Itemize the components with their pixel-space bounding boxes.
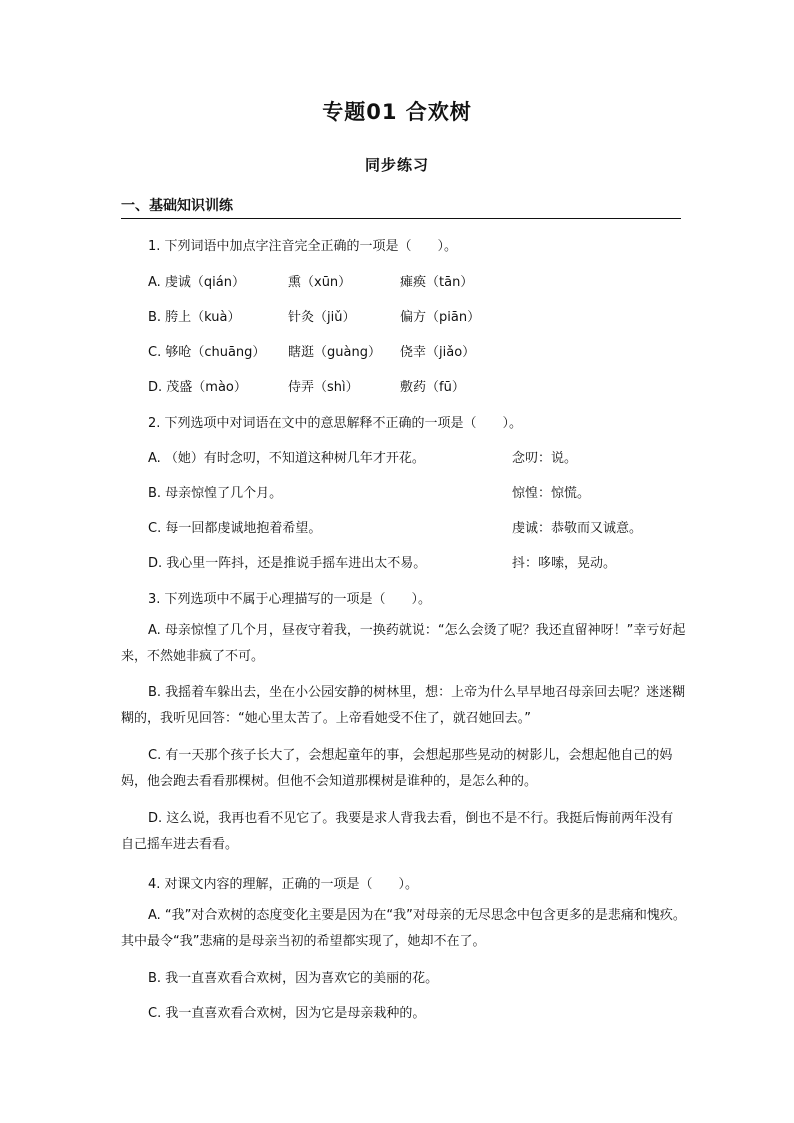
q2-option-d-meaning: 抖：哆嗦，晃动。 [512,556,617,571]
q4-option-c: C. 我一直喜欢看合欢树，因为它是母亲栽种的。 [148,1006,426,1021]
section-heading: 一、基础知识训练 [121,195,681,219]
q1-option-b-2: 针灸（jiǔ） [288,310,356,325]
q1-option-a-3: 瘫痪（tān） [400,275,474,290]
q1-option-c-1: C. 够呛（chuāng） [148,345,266,360]
q2-option-b: B. 母亲惊惶了几个月。 [148,486,283,501]
q2-option-a-meaning: 念叨：说。 [512,451,578,466]
q4-option-b: B. 我一直喜欢看合欢树，因为喜欢它的美丽的花。 [148,971,439,986]
question-1-stem: 1. 下列词语中加点字注音完全正确的一项是（ ）。 [148,239,458,254]
q1-option-a-1: A. 虔诚（qián） [148,275,245,290]
q1-option-b-1: B. 胯上（kuà） [148,310,241,325]
q3-option-d: D. 这么说，我再也看不见它了。我要是求人背我去看，倒也不是不行。我挺后悔前两年没有自己摇车进去看看。 [121,811,674,852]
q2-option-d: D. 我心里一阵抖，还是推说手摇车进出太不易。 [148,556,427,571]
q1-option-a-2: 熏（xūn） [288,275,352,290]
page-title: 专题01 合欢树 [322,100,472,124]
q1-option-d-1: D. 茂盛（mào） [148,380,247,395]
page-subtitle: 同步练习 [364,156,429,174]
q2-option-c-meaning: 虔诚：恭敬而又诚意。 [512,521,643,536]
q3-option-c: C. 有一天那个孩子长大了，会想起童年的事，会想起那些晃动的树影儿，会想起他自己的妈妈，他会跑去看看那棵树。但他不会知道那棵树是谁种的，是怎么种的。 [121,748,673,789]
q4-option-a: A. “我”对合欢树的态度变化主要是因为在“我”对母亲的无尽思念中包含更多的是悲痛和愧疚。其中最令“我”悲痛的是母亲当初的希望都实现了，她却不在了。 [121,908,686,949]
q2-option-c: C. 每一回都虔诚地抱着希望。 [148,521,322,536]
q2-option-b-meaning: 惊惶：惊慌。 [512,486,591,501]
q3-option-a: A. 母亲惊惶了几个月，昼夜守着我，一换药就说：“怎么会烫了呢？我还直留神呀！”幸亏好起来，不然她非疯了不可。 [121,623,686,664]
q1-option-c-3: 侥幸（jiǎo） [400,345,476,360]
q1-option-d-2: 侍弄（shì） [288,380,359,395]
q1-option-d-3: 敷药（fū） [400,380,465,395]
q3-option-b: B. 我摇着车躲出去，坐在小公园安静的树林里，想：上帝为什么早早地召母亲回去呢？迷迷糊糊的，我听见回答：“她心里太苦了。上帝看她受不住了，就召她回去。” [121,685,686,726]
q1-option-c-2: 瞎逛（guàng） [288,345,381,360]
q1-option-b-3: 偏方（piān） [400,310,481,325]
question-4-stem: 4. 对课文内容的理解，正确的一项是（ ）。 [148,877,419,892]
q2-option-a: A. （她）有时念叨，不知道这种树几年才开花。 [148,451,425,466]
question-3-stem: 3. 下列选项中不属于心理描写的一项是（ ）。 [148,592,432,607]
question-2-stem: 2. 下列选项中对词语在文中的意思解释不正确的一项是（ ）。 [148,416,523,431]
